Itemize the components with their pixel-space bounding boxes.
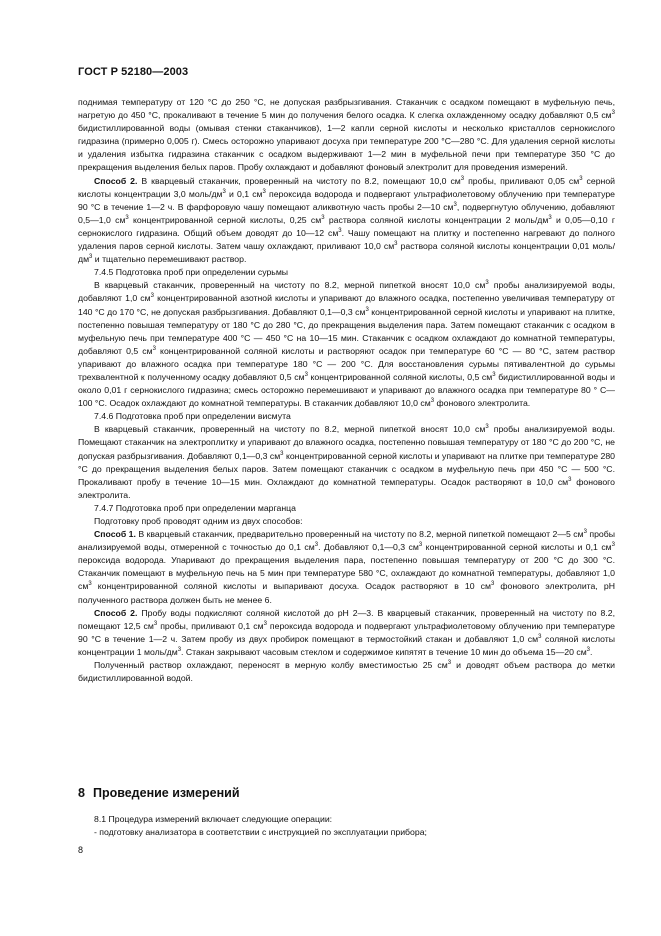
body-paragraph: В кварцевый стаканчик, проверенный на чистоту по 8.2, мерной пипеткой вносят 10,0 $см^3$ пробы анализируемой воды, добавляют 1,0 $см^3$ концентрированной азотной кислоты и упаривают до влажного осадка, постепенно увеличивая температуру от 140 °C до 170 °C, не допуская разбрызгивания. Добавляют 0,1—0,3 $см^3$ концентрированной серной кислоты и упаривают на плитке, постепенно повышая температуру от 180 °C до 280 °C, до прекращения выделения пара. Затем помещают стаканчик с осадком в муфельную печь при температуре 400 °C — 450 °C на 10—15 мин. Стаканчик с осадком охлаждают до комнатной температуры, добавляют 0,5 $см^3$ концентрированной соляной кислоты и растворяют осадок при температуре 60 °C — 80 °C, затем раствор упаривают до влажного осадка при температуре 180 °C — 200 °C. Для восстановления сурьмы пятивалентной до сурьмы трехвалентной к полученному осадку добавляют 0,5 $см^3$ концентрированной соляной кислоты, 0,5 $см^3$ бидистиллированной воды и около 0,01 г сернокислого гидразина; смесь осторожно перемешивают и упаривают до влажного осадка при температуре 80 ° C—100 °C. Осадок охлаждают до комнатной температуры. В стаканчик добавляют 10,0 $см^3$ фонового электролита. bbox=[78, 280, 616, 409]
body-paragraph: Подготовку проб проводят одним из двух способов: bbox=[94, 516, 303, 526]
section-number: 8 bbox=[78, 786, 85, 800]
body-paragraph: В кварцевый стаканчик, проверенный на чистоту по 8.2, мерной пипеткой вносят 10,0 $см^3$ пробы анализируемой воды. Помещают стаканчик на электроплитку и упаривают до влажного осадка, постепенно повышая температуру от 180 °C до 200 °C, не допуская разбрызгивания. Добавляют 0,1—0,3 $см^3$ концентрированной серной кислоты и упаривают на плитке при температуре 280 °C до прекращения выделения белых паров. Затем помещают стаканчик с осадком в муфельную печь при 450 °C — 500 °C. Прокаливают пробу в течение 10—15 мин. Охлаждают до комнатной температуры. Осадок растворяют в 10,0 $см^3$ фонового электролита. bbox=[78, 424, 615, 500]
body-paragraph: 7.4.6 Подготовка проб при определении висмута bbox=[94, 411, 291, 422]
body-paragraph: Способ 2. В кварцевый стаканчик, проверенный на чистоту по 8.2, помещают 10,0 $см^3$ пробы, приливают 0,05 $см^3$ серной кислоты концентрации 3,0 моль/$дм^3$ и 0,1 $см^3$ пероксида водорода и подвергают ультрафиолетовому облучению при температуре 90 °C в течение 1—2 ч. В фарфоровую чашу помещают аликвотную часть пробы 2—10 $см^3$, подвергнутую облучению, добавляют 0,5—1,0 $см^3$ концентрированной серной кислоты, 0,25 $см^3$ раствора соляной кислоты концентрации 2 моль/$дм^3$ и 0,05—0,10 г сернокислого гидразина. Общий объем доводят до 10—12 $см^3$. Чашу помещают на плитку и постепенно нагревают до полного удаления паров серной кислоты. Затем чашу охлаждают, приливают 10,0 $см^3$ раствора соляной кислоты концентрации 0,01 моль/$дм^3$ и тщательно перемешивают раствор. bbox=[78, 175, 616, 265]
section-body bbox=[78, 813, 615, 839]
document-header: ГОСТ Р 52180—2003 bbox=[78, 66, 189, 78]
page-number: 8 bbox=[78, 845, 84, 855]
section-list-item: - подготовку анализатора в соответствии с инструкцией по эксплуатации прибора; bbox=[94, 827, 427, 838]
body-paragraph: 7.4.5 Подготовка проб при определении сурьмы bbox=[94, 267, 289, 278]
body-paragraph: Полученный раствор охлаждают, переносят в мерную колбу вместимостью 25 $см^3$ и доводят объем раствора до метки бидистиллированной водой. bbox=[78, 660, 616, 684]
body-paragraph: поднимая температуру от 120 °C до 250 °C, не допуская разбрызгивания. Стаканчик с осадком помещают в муфельную печь, нагретую до 450 °C, прокаливают в течение 5 мин до получения белого осадка. К слегка охлажденному осадку добавляют 0,5 $см^3$ бидистиллированной воды (омывая стенки стаканчиков), 1—2 капли серной кислоты и несколько кристаллов сернокислого гидразина (примерно 0,005 г). Смесь осторожно упаривают досуха при температуре 200 °C—280 °C. Для удаления серной кислоты и удаления избытка гидразина стаканчик с осадком выдерживают 1—2 мин в муфельной печи при температуре 350 °C до прекращения выделения белых паров. Пробу охлаждают и добавляют фоновый электролит для проведения измерений. bbox=[78, 97, 615, 173]
section-title: Проведение измерений bbox=[92, 786, 240, 800]
section-paragraph: 8.1 Процедура измерений включает следующие операции: bbox=[94, 814, 333, 824]
body-paragraph: Способ 1. В кварцевый стаканчик, предварительно проверенный на чистоту по 8.2, мерной пипеткой помещают 2—5 $см^3$ пробы анализируемой воды, отмеренной с точностью до 0,1 $см^3$. Добавляют 0,1—0,3 $см^3$ концентрированной серной кислоты и 0,1 $см^3$ пероксида водорода. Упаривают до прекращения выделения пара, постепенно повышая температуру от 200 °C до 300 °C. Стаканчик помещают в муфельную печь на 5 мин при температуре 580 °C, охлаждают до комнатной температуры, добавляют 1,0 $см^3$ концентрированной соляной кислоты и выпаривают досуха. Осадок растворяют в 10 $см^3$ фонового электролита, pH полученного раствора должен быть не менее 6. bbox=[78, 529, 615, 605]
body-paragraph: 7.4.7 Подготовка проб при определении марганца bbox=[94, 502, 296, 513]
section-heading bbox=[78, 786, 615, 800]
document-body bbox=[78, 96, 615, 685]
body-paragraph: Способ 2. Пробу воды подкисляют соляной кислотой до pH 2—3. В кварцевый стаканчик, проверенный на чистоту по 8.2, помещают 12,5 $см^3$ пробы, приливают 0,1 $см^3$ пероксида водорода и подвергают ультрафиолетовому облучению при температуре 90 °C в течение 1—2 ч. Затем пробу из двух пробирок помещают в термостойкий стакан и добавляют 1,0 $см^3$ соляной кислоты концентрации 1 моль/$дм^3$. Стакан закрывают часовым стеклом и содержимое кипятят в течение 10 мин до объема 15—20 $см^3$. bbox=[78, 607, 615, 657]
